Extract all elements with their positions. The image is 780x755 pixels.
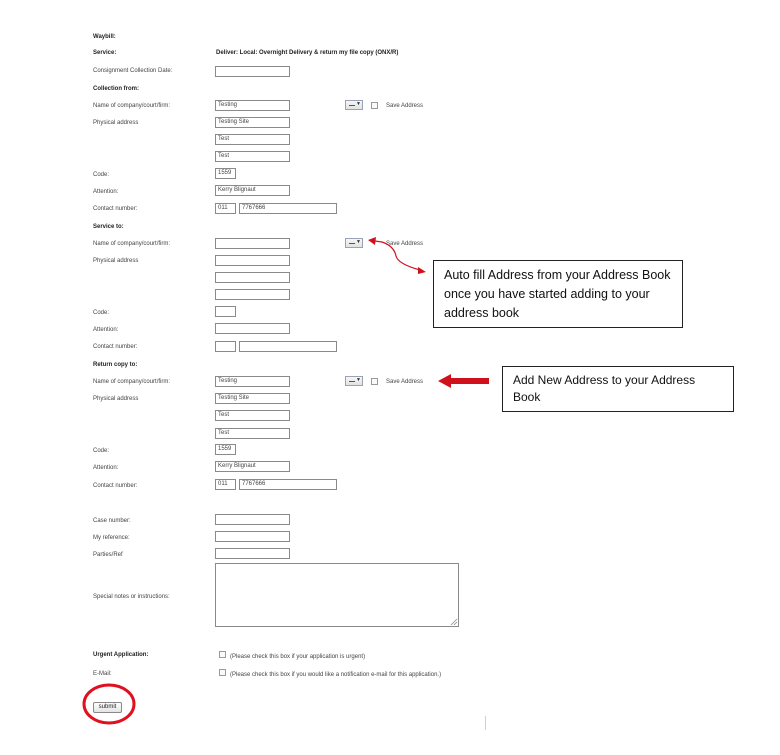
service-to-contact-label: Contact number: <box>93 344 138 350</box>
collection-address-line-2[interactable]: Test <box>215 134 290 145</box>
collection-address-label: Physical address <box>93 120 139 126</box>
return-copy-save-address-label: Save Address <box>386 379 424 385</box>
autofill-callout-text: Auto fill Address from your Address Book once you have started adding to your address book <box>444 268 671 320</box>
return-copy-attention-input[interactable]: Kerry Blignaut <box>215 461 290 472</box>
add-new-address-callout <box>502 366 734 412</box>
case-number-label: Case number: <box>93 518 131 524</box>
chevron-down-icon: ▼ <box>356 101 361 107</box>
parties-ref-label: Parties/Ref <box>93 552 123 558</box>
resize-handle-icon[interactable] <box>450 618 458 626</box>
collection-date-label: Consignment Collection Date: <box>93 68 173 74</box>
return-copy-address-book-dropdown[interactable] <box>345 376 363 386</box>
waybill-heading: Waybill: <box>93 34 116 40</box>
return-copy-company-input[interactable]: Testing <box>215 376 290 387</box>
return-copy-address-line-3[interactable]: Test <box>215 428 290 439</box>
add-new-address-callout-text: Add New Address to your Address Book <box>513 373 696 404</box>
collection-company-input[interactable]: Testing <box>215 100 290 111</box>
return-copy-address-label: Physical address <box>93 396 139 402</box>
return-copy-contact-code-input[interactable]: 011 <box>215 479 236 490</box>
return-copy-contact-label: Contact number: <box>93 483 138 489</box>
case-number-input[interactable] <box>215 514 290 525</box>
collection-contact-label: Contact number: <box>93 206 138 212</box>
add-new-address-arrow-icon <box>438 374 490 388</box>
collection-address-line-3[interactable]: Test <box>215 151 290 162</box>
collection-address-line-1[interactable]: Testing Site <box>215 117 290 128</box>
email-label: E-Mail: <box>93 671 112 677</box>
collection-attention-label: Attention: <box>93 189 119 195</box>
service-to-attention-input[interactable] <box>215 323 290 334</box>
collection-company-label: Name of company/court/firm: <box>93 103 171 109</box>
urgent-help-text: (Please check this box if your application is urgent) <box>230 654 366 660</box>
email-checkbox[interactable] <box>219 669 226 676</box>
return-copy-code-label: Code: <box>93 448 110 454</box>
service-to-contact-code-input[interactable] <box>215 341 236 352</box>
service-to-contact-number-input[interactable] <box>239 341 337 352</box>
collection-code-label: Code: <box>93 172 110 178</box>
service-to-heading: Service to: <box>93 224 124 230</box>
return-copy-contact-number-input[interactable]: 7767666 <box>239 479 337 490</box>
email-help-text: (Please check this box if you would like a notification e-mail for this application.) <box>230 672 442 678</box>
service-to-address-label: Physical address <box>93 258 139 264</box>
collection-save-address-label: Save Address <box>386 103 424 109</box>
parties-ref-input[interactable] <box>215 548 290 559</box>
service-to-address-line-2[interactable] <box>215 272 290 283</box>
special-notes-textarea[interactable] <box>215 563 459 627</box>
urgent-checkbox[interactable] <box>219 651 226 658</box>
submit-highlight-circle <box>80 681 138 727</box>
collection-code-input[interactable]: 1559 <box>215 168 236 179</box>
special-notes-label: Special notes or instructions: <box>93 594 170 600</box>
autofill-callout <box>433 260 683 328</box>
return-copy-heading: Return copy to: <box>93 362 138 368</box>
return-copy-save-address-checkbox[interactable] <box>371 378 378 385</box>
autofill-arrow-icon <box>364 234 438 280</box>
service-to-code-input[interactable] <box>215 306 236 317</box>
service-to-save-address-label: Save Address <box>386 241 424 247</box>
collection-from-heading: Collection from: <box>93 86 139 92</box>
submit-button[interactable]: submit <box>93 702 122 713</box>
service-label: Service: <box>93 50 117 56</box>
service-to-address-line-3[interactable] <box>215 289 290 300</box>
collection-address-book-dropdown[interactable] <box>345 100 363 110</box>
divider <box>485 716 486 730</box>
service-value: Deliver: Local: Overnight Delivery & return my file copy (ONX/R) <box>216 50 399 56</box>
chevron-down-icon: ▼ <box>356 377 361 383</box>
urgent-application-label: Urgent Application: <box>93 652 149 658</box>
collection-contact-code-input[interactable]: 011 <box>215 203 236 214</box>
service-to-code-label: Code: <box>93 310 110 316</box>
service-to-address-book-dropdown[interactable] <box>345 238 363 248</box>
service-to-company-label: Name of company/court/firm: <box>93 241 171 247</box>
collection-date-input[interactable] <box>215 66 290 77</box>
collection-contact-number-input[interactable]: 7767666 <box>239 203 337 214</box>
my-reference-label: My reference: <box>93 535 130 541</box>
return-copy-address-line-2[interactable]: Test <box>215 410 290 421</box>
chevron-down-icon: ▼ <box>356 239 361 245</box>
collection-attention-input[interactable]: Kerry Blignaut <box>215 185 290 196</box>
return-copy-address-line-1[interactable]: Testing Site <box>215 393 290 404</box>
return-copy-attention-label: Attention: <box>93 465 119 471</box>
service-to-company-input[interactable] <box>215 238 290 249</box>
service-to-address-line-1[interactable] <box>215 255 290 266</box>
return-copy-code-input[interactable]: 1559 <box>215 444 236 455</box>
my-reference-input[interactable] <box>215 531 290 542</box>
return-copy-company-label: Name of company/court/firm: <box>93 379 171 385</box>
collection-save-address-checkbox[interactable] <box>371 102 378 109</box>
service-to-attention-label: Attention: <box>93 327 119 333</box>
